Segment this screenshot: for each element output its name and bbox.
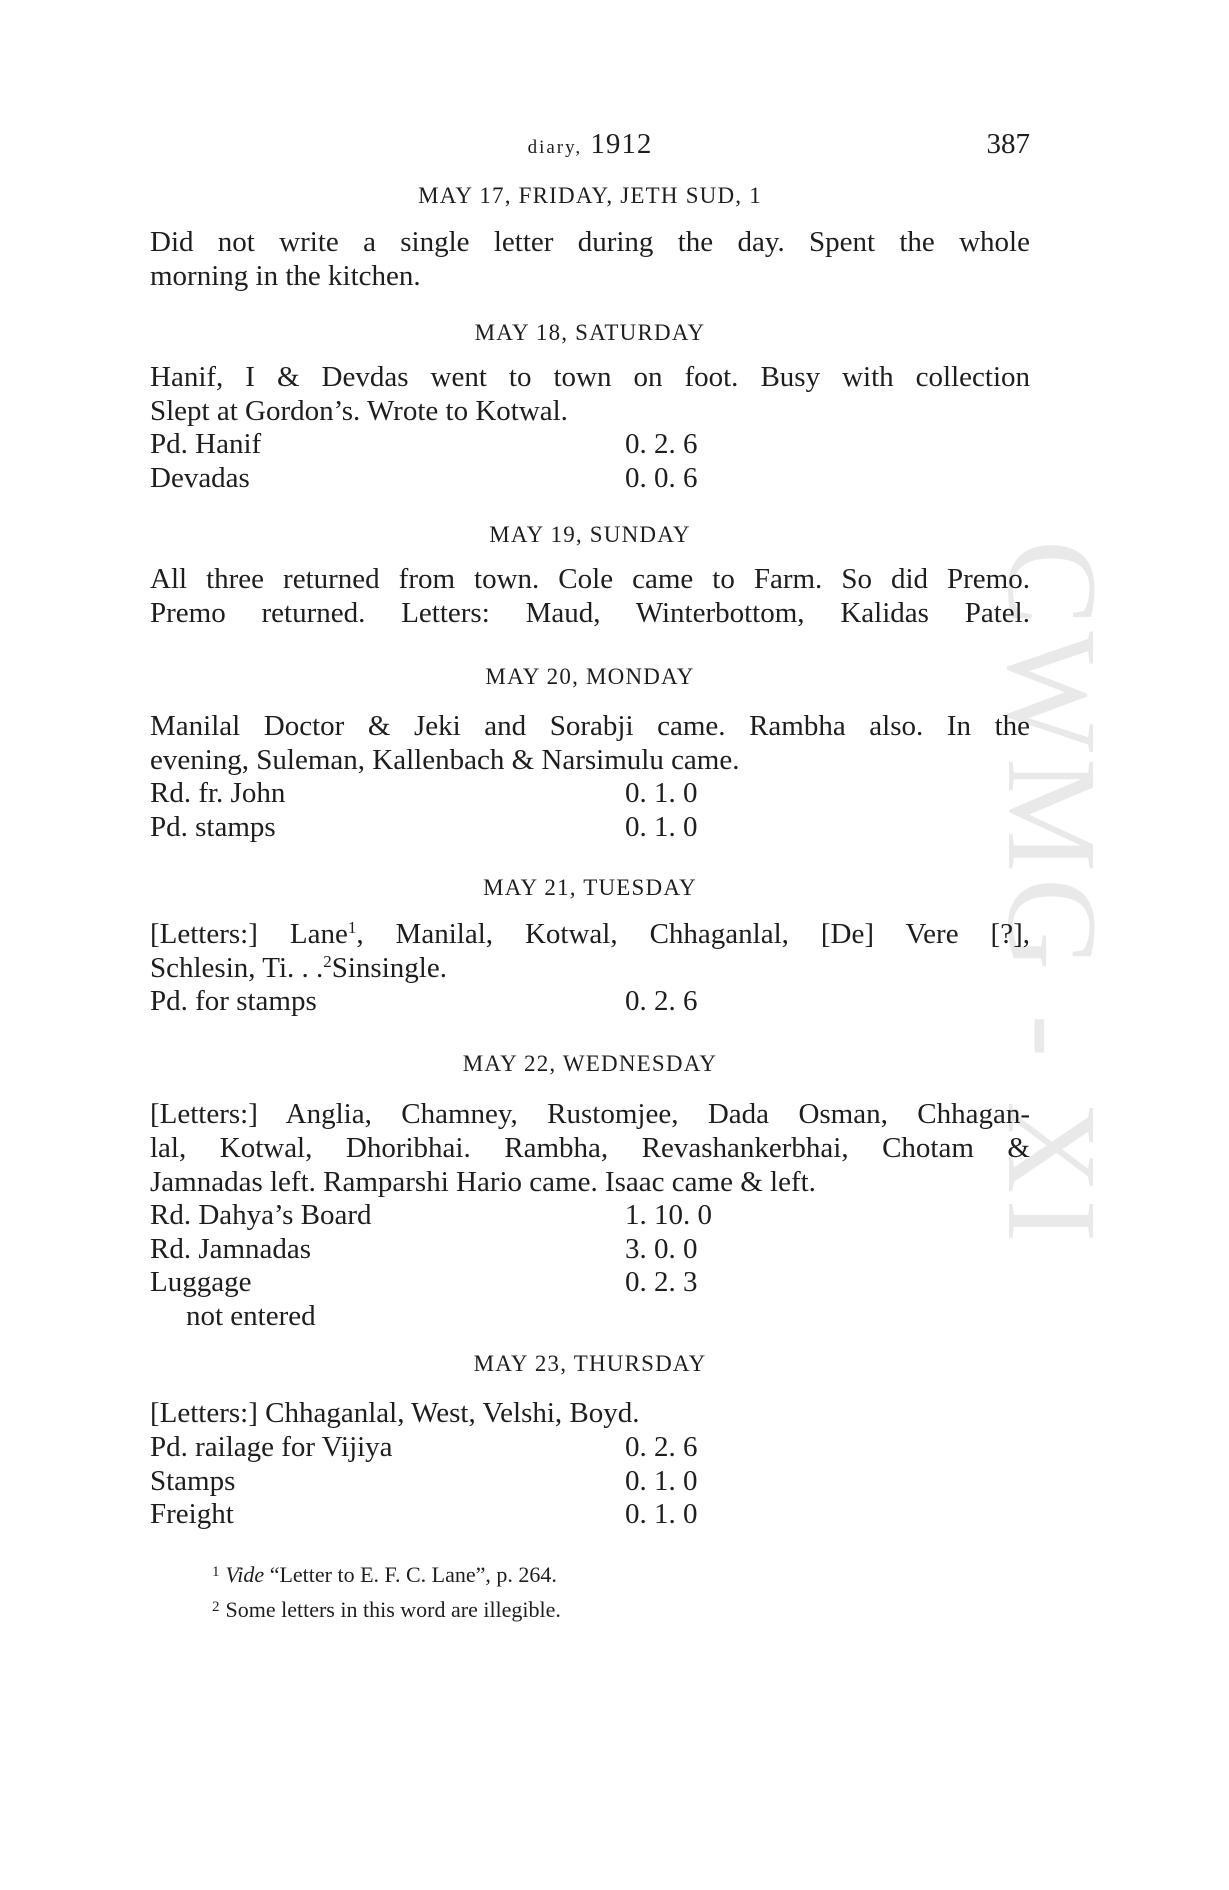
entry-heading: MAY 21, TUESDAY — [483, 875, 697, 900]
account-amount: 0. 1. 0 — [625, 1498, 698, 1530]
footnote-ref-2: 2 — [323, 952, 332, 971]
account-amount: 0. 1. 0 — [625, 1465, 698, 1497]
entry-heading: MAY 18, SATURDAY — [474, 320, 706, 345]
running-head-year: 1912 — [590, 128, 653, 160]
footnote-italic: Vide — [225, 1562, 265, 1587]
watermark: CWMG - XI — [981, 540, 1123, 1249]
account-label: Freight — [150, 1498, 234, 1530]
running-head-title — [150, 128, 1030, 161]
entry-text-line: Slept at Gordon’s. Wrote to Kotwal. — [150, 395, 568, 427]
entry-text-line: [Letters:] Chhaganlal, West, Velshi, Boyd. — [150, 1397, 640, 1429]
account-label: Pd. for stamps — [150, 985, 317, 1017]
running-head — [150, 128, 1030, 168]
entry-text-line: lal, Kotwal, Dhoribhai. Rambha, Revashankerbhai, Chotam & — [150, 1132, 1030, 1164]
entry-text-line: Did not write a single letter during the day. Spent the whole — [150, 226, 1030, 258]
account-amount: 3. 0. 0 — [625, 1233, 698, 1265]
account-label: Rd. Jamnadas — [150, 1233, 312, 1265]
entry-heading: MAY 17, FRIDAY, JETH SUD, 1 — [418, 183, 762, 208]
account-amount: 0. 2. 6 — [625, 985, 698, 1017]
entry-text-line: Premo returned. Letters: Maud, Winterbottom, Kalidas Patel. — [150, 597, 1030, 629]
entry-text-line: morning in the kitchen. — [150, 260, 421, 292]
footnote-2 — [212, 1597, 561, 1623]
entry-text-segment: [Letters:] Lane — [150, 918, 348, 950]
footnote-text: “Letter to E. F. C. Lane”, p. 264. — [264, 1562, 557, 1587]
entry-text-line: [Letters:] Anglia, Chamney, Rustomjee, Dada Osman, Chhagan- — [150, 1098, 1030, 1130]
footnote-text: Some letters in this word are illegible. — [225, 1597, 561, 1622]
entry-text-segment: , Manilal, Kotwal, Chhaganlal, [De] Vere [?], — [356, 918, 1030, 950]
account-amount: 0. 2. 6 — [625, 428, 698, 460]
footnote-mark: 2 — [212, 1599, 220, 1615]
entry-text-line: Jamnadas left. Ramparshi Hario came. Isaac came & left. — [150, 1166, 816, 1198]
account-amount: 0. 0. 6 — [625, 462, 698, 494]
running-head-word: diary, — [527, 137, 583, 158]
footnote-mark: 1 — [212, 1564, 220, 1580]
account-label: Pd. Hanif — [150, 428, 262, 460]
account-label: Rd. Dahya’s Board — [150, 1199, 372, 1231]
entry-text-segment: Sinsingle. — [331, 952, 447, 984]
account-amount: 0. 2. 6 — [625, 1431, 698, 1463]
account-note: not entered — [186, 1300, 316, 1332]
account-amount: 1. 10. 0 — [625, 1199, 712, 1231]
entry-heading: MAY 20, MONDAY — [485, 664, 695, 689]
account-label: Pd. stamps — [150, 811, 276, 843]
entry-heading: MAY 22, WEDNESDAY — [462, 1051, 718, 1076]
entry-heading: MAY 23, THURSDAY — [473, 1351, 707, 1376]
account-label: Stamps — [150, 1465, 236, 1497]
account-amount: 0. 1. 0 — [625, 811, 698, 843]
account-label: Devadas — [150, 462, 250, 494]
entry-text-line: Manilal Doctor & Jeki and Sorabji came. Rambha also. In the — [150, 710, 1030, 742]
entry-text-line: evening, Suleman, Kallenbach & Narsimulu came. — [150, 744, 740, 776]
entry-text-line — [150, 952, 1030, 986]
entry-text-line: All three returned from town. Cole came to Farm. So did Premo. — [150, 563, 1030, 595]
footnote-ref-1: 1 — [347, 918, 357, 937]
account-label: Luggage — [150, 1266, 252, 1298]
entry-text-line: Hanif, I & Devdas went to town on foot. Busy with collection — [150, 361, 1030, 393]
page-number: 387 — [986, 128, 1030, 160]
account-label: Rd. fr. John — [150, 777, 286, 809]
entry-text-segment: Schlesin, Ti. . . — [150, 952, 324, 984]
footnote-1 — [212, 1562, 557, 1588]
account-amount: 0. 1. 0 — [625, 777, 698, 809]
account-amount: 0. 2. 3 — [625, 1266, 698, 1298]
entry-heading: MAY 19, SUNDAY — [489, 522, 691, 547]
entry-text-line — [150, 918, 1030, 952]
account-label: Pd. railage for Vijiya — [150, 1431, 393, 1463]
